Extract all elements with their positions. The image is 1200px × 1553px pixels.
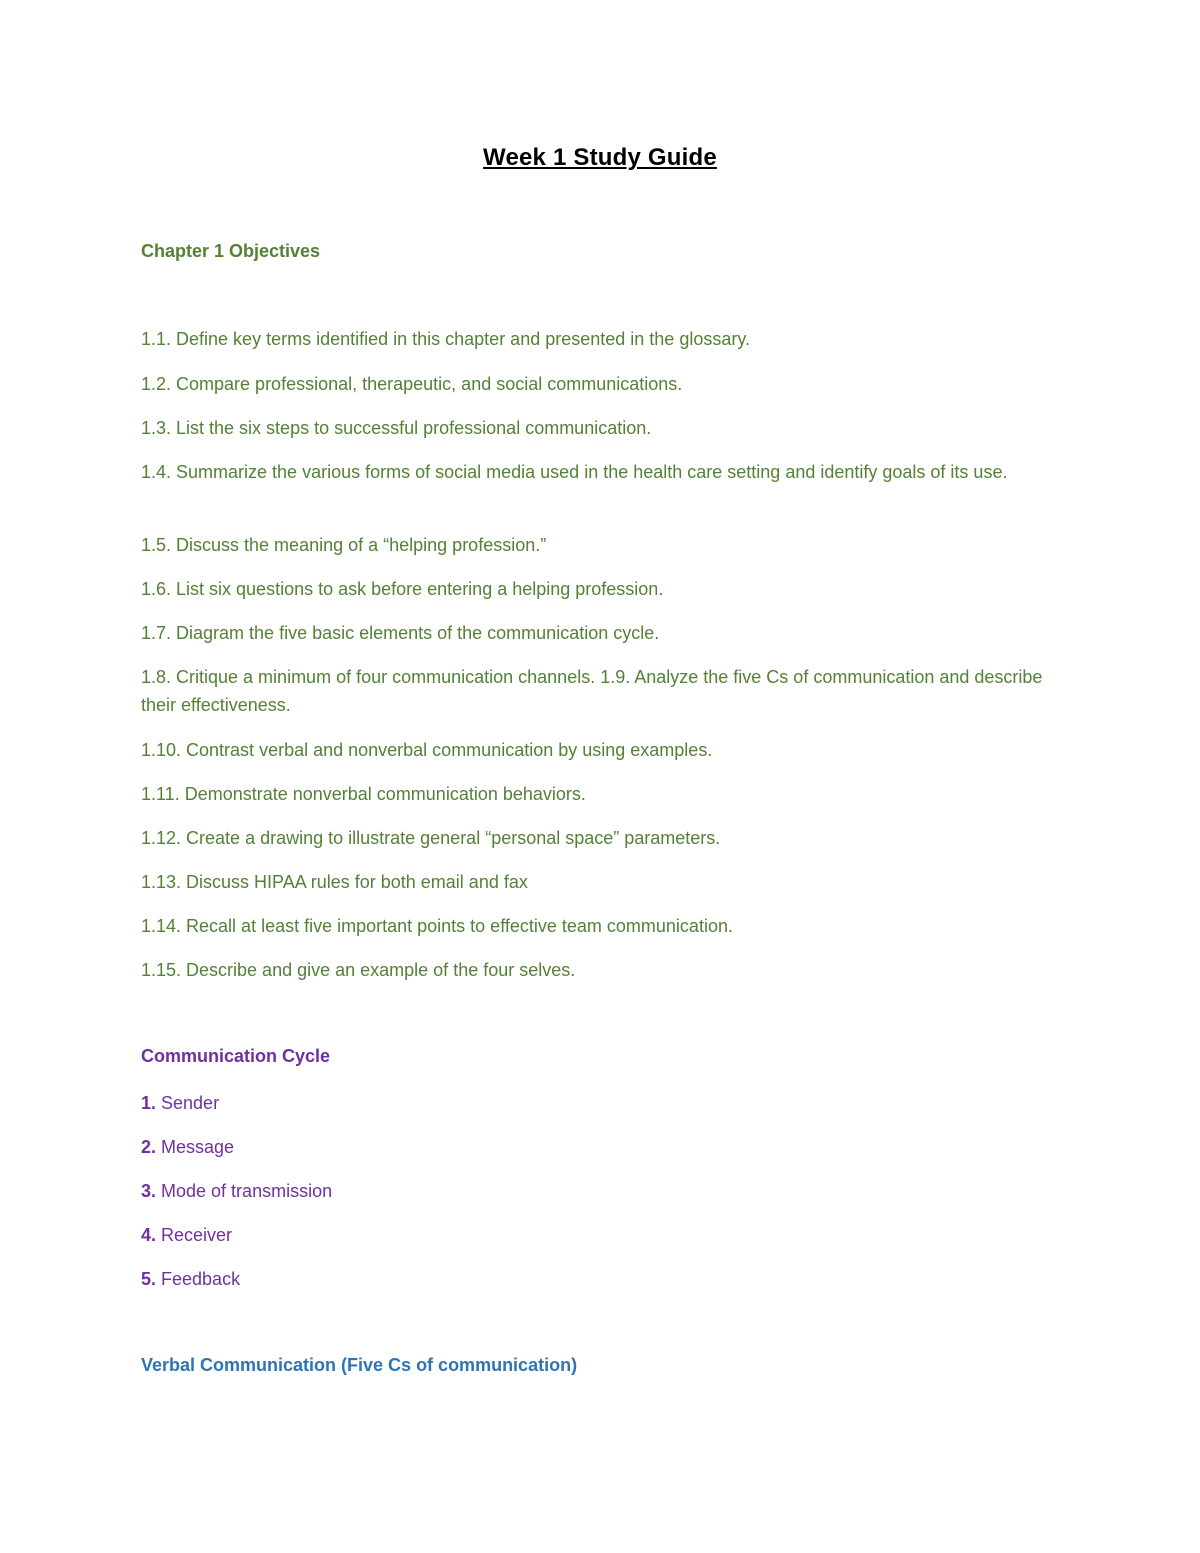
cycle-item (141, 1265, 1061, 1293)
cycle-item (141, 1221, 1061, 1249)
cycle-item-label: Receiver (156, 1225, 233, 1245)
cycle-item-number: 2. (141, 1137, 157, 1157)
objective-item: 1.10. Contrast verbal and nonverbal communication by using examples. (141, 740, 713, 760)
objective-item: 1.15. Describe and give an example of the four selves. (141, 960, 576, 980)
cycle-item-label: Message (156, 1137, 235, 1157)
objective-item: 1.8. Critique a minimum of four communication channels. 1.9. Analyze the five Cs of communication and describe their effectiveness. (141, 667, 1043, 715)
objective-item: 1.4. Summarize the various forms of social media used in the health care setting and identify goals of its use. (141, 462, 1008, 482)
objective-item: 1.11. Demonstrate nonverbal communication behaviors. (141, 784, 586, 804)
cycle-item-label: Mode of transmission (156, 1181, 333, 1201)
objective-item: 1.6. List six questions to ask before entering a helping profession. (141, 579, 664, 599)
cycle-item-number: 5. (141, 1269, 157, 1289)
cycle-item-number: 1. (141, 1093, 157, 1113)
objective-item: 1.13. Discuss HIPAA rules for both email and fax (141, 872, 528, 892)
objective-item: 1.3. List the six steps to successful professional communication. (141, 418, 652, 438)
objectives-heading: Chapter 1 Objectives (141, 241, 321, 261)
objective-item: 1.1. Define key terms identified in this chapter and presented in the glossary. (141, 329, 751, 349)
objective-item: 1.2. Compare professional, therapeutic, and social communications. (141, 374, 683, 394)
cycle-item (141, 1089, 1061, 1117)
objective-item: 1.5. Discuss the meaning of a “helping profession.” (141, 535, 547, 555)
cycle-item-label: Feedback (156, 1269, 241, 1289)
cycle-item-number: 4. (141, 1225, 157, 1245)
page-title: Week 1 Study Guide (483, 144, 717, 171)
objective-item: 1.7. Diagram the five basic elements of the communication cycle. (141, 623, 660, 643)
verbal-heading: Verbal Communication (Five Cs of communication) (141, 1355, 578, 1375)
cycle-heading: Communication Cycle (141, 1046, 331, 1066)
objective-item: 1.12. Create a drawing to illustrate general “personal space” parameters. (141, 828, 721, 848)
cycle-item-label: Sender (156, 1093, 220, 1113)
cycle-item-number: 3. (141, 1181, 157, 1201)
cycle-item (141, 1177, 1061, 1205)
cycle-item (141, 1133, 1061, 1161)
objective-item: 1.14. Recall at least five important points to effective team communication. (141, 916, 733, 936)
